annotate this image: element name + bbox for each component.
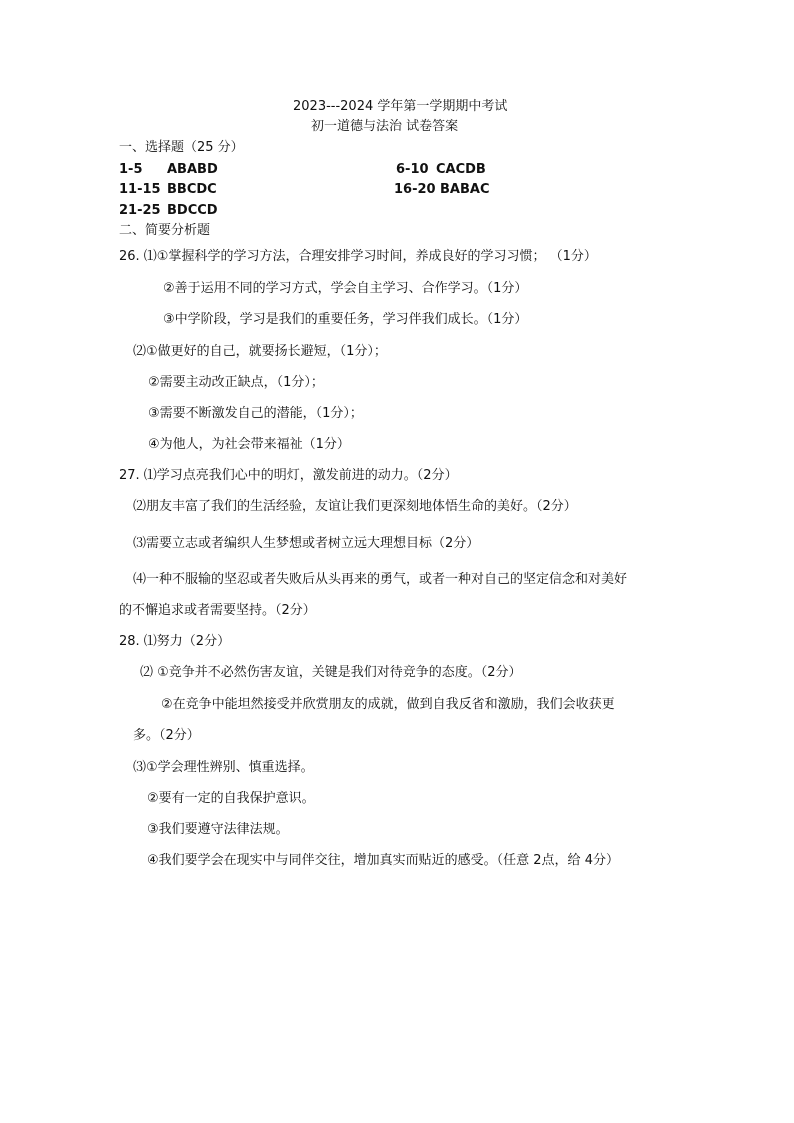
q28-part2-line3: 多。（2分） [133, 728, 200, 743]
q28-part3-line3: ③我们要遵守法律法规。 [147, 822, 289, 837]
answer-key: CACDB [436, 162, 486, 177]
q27-part3: ⑶需要立志或者编织人生梦想或者树立远大理想目标（2分） [133, 536, 480, 551]
q26-part1-line2: ②善于运用不同的学习方式，学会自主学习、合作学习。（1分） [163, 281, 528, 296]
q27-part4-line2: 的不懈追求或者需要坚持。（2分） [119, 603, 316, 618]
section2-heading: 二、简要分析题 [119, 223, 211, 238]
document-title: 2023---2024 学年第一学期期中考试 [293, 99, 508, 114]
answer-range: 6-10 [396, 162, 429, 177]
q28-part2-line1: ⑵ ①竞争并不必然伤害友谊，关键是我们对待竞争的态度。（2分） [140, 665, 522, 680]
answer-key: BDCCD [167, 203, 218, 218]
q26-part2-line2: ②需要主动改正缺点，（1分）； [148, 375, 324, 390]
q28-part1: 28. ⑴努力（2分） [119, 634, 231, 649]
answer-key: ABABD [167, 162, 218, 177]
section1-heading: 一、选择题（25 分） [119, 140, 244, 155]
q27-part4-line1: ⑷一种不服输的坚忍或者失败后从头再来的勇气，或者一种对自己的坚定信念和对美好 [133, 572, 628, 587]
answer-range: 21-25 [119, 203, 161, 218]
q27-part1: 27. ⑴学习点亮我们心中的明灯，激发前进的动力。（2分） [119, 468, 458, 483]
q27-part2: ⑵朋友丰富了我们的生活经验，友谊让我们更深刻地体悟生命的美好。（2分） [133, 499, 577, 514]
answer-range: 1-5 [119, 162, 143, 177]
answer-range: 11-15 [119, 182, 161, 197]
q26-part2-line4: ④为他人，为社会带来福祉（1分） [148, 437, 350, 452]
q28-part2-line2: ②在竞争中能坦然接受并欣赏朋友的成就，做到自我反省和激励，我们会收获更 [161, 697, 615, 712]
q26-part1-line3: ③中学阶段，学习是我们的重要任务，学习伴我们成长。（1分） [163, 312, 528, 327]
q28-part3-line1: ⑶①学会理性辨别、慎重选择。 [133, 760, 314, 775]
document-subtitle: 初一道德与法治 试卷答案 [311, 119, 459, 134]
q28-part3-line2: ②要有一定的自我保护意识。 [147, 791, 315, 806]
q28-part3-line4: ④我们要学会在现实中与同伴交往，增加真实而贴近的感受。（任意 2点，给 4分） [147, 853, 619, 868]
answer-key: BBCDC [167, 182, 217, 197]
q26-part2-line3: ③需要不断激发自己的潜能，（1分）； [148, 406, 363, 421]
q26-part2-line1: ⑵①做更好的自己，就要扬长避短，（1分）； [133, 344, 387, 359]
answer-key: BABAC [440, 182, 490, 197]
q26-part1-line1: 26. ⑴①掌握科学的学习方法，合理安排学习时间，养成良好的学习习惯； （1分） [119, 249, 597, 264]
answer-range: 16-20 [394, 182, 436, 197]
